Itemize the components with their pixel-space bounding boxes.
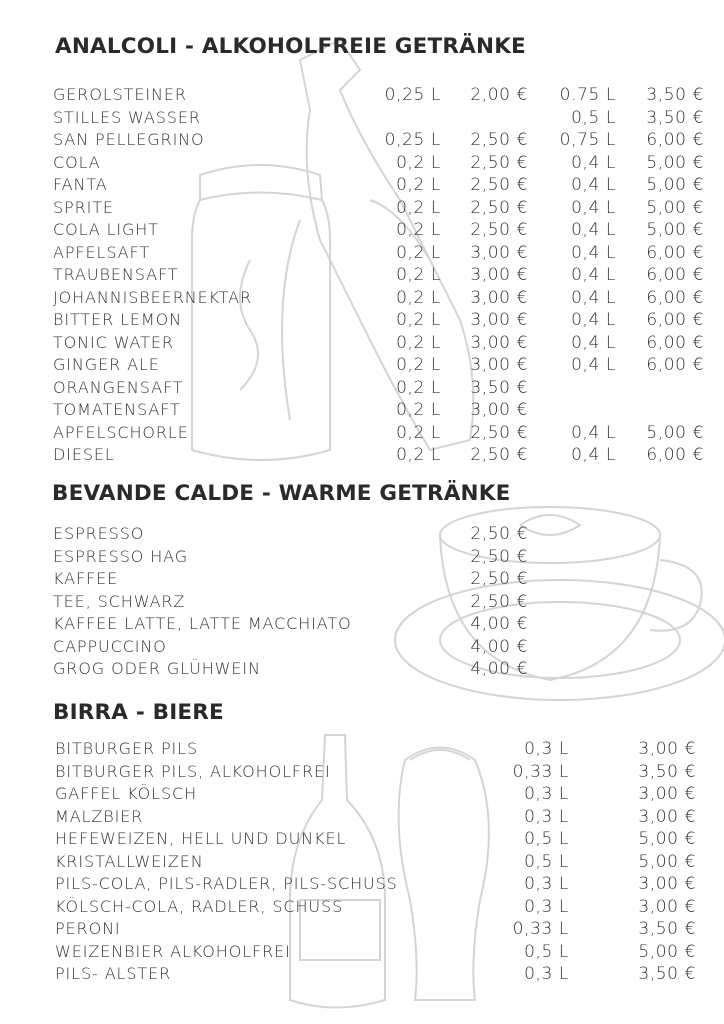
menu-item	[0, 152, 724, 175]
menu-item	[0, 242, 724, 265]
item-volume-small: 0,2 L	[396, 242, 441, 263]
item-volume: 0,3 L	[524, 739, 569, 759]
menu-item	[0, 828, 724, 851]
item-price-small: 2,00 €	[470, 85, 528, 105]
item-name: BITBURGER PILS	[55, 739, 199, 758]
item-volume-small: 0,2 L	[396, 377, 441, 398]
warm-drinks-list	[0, 523, 724, 681]
item-name: DIESEL	[53, 445, 115, 464]
item-volume-large: 0,4 L	[571, 287, 616, 308]
menu-item	[0, 546, 724, 569]
menu-item	[0, 658, 724, 681]
item-volume-small: 0,2 L	[396, 355, 441, 375]
item-price: 2,50 €	[470, 569, 528, 589]
item-name: SAN PELLEGRINO	[53, 130, 205, 149]
item-name: BITTER LEMON	[53, 310, 182, 329]
item-volume: 0,33 L	[512, 919, 569, 939]
menu-item	[0, 219, 724, 242]
item-price: 5,00 €	[638, 941, 696, 962]
item-name: ESPRESSO	[53, 524, 145, 543]
item-name: APFELSAFT	[53, 242, 151, 262]
item-volume-large: 0,4 L	[571, 175, 616, 195]
item-price-small: 2,50 €	[470, 152, 528, 173]
item-name: FANTA	[53, 175, 108, 194]
item-name: KÖLSCH-COLA, RADLER, SCHUSS	[55, 896, 344, 916]
item-price-small: 2,50 €	[470, 220, 528, 240]
item-volume-small: 0,2 L	[396, 220, 441, 240]
item-price: 3,00 €	[638, 874, 696, 894]
item-price: 4,00 €	[470, 636, 528, 657]
item-name: TRAUBENSAFT	[53, 265, 179, 284]
menu-item	[0, 84, 724, 107]
beer-list	[0, 738, 724, 986]
item-price-small: 3,00 €	[470, 242, 528, 263]
item-name: HEFEWEIZEN, HELL UND DUNKEL	[55, 829, 347, 848]
menu-item	[0, 174, 724, 197]
item-volume-small: 0,2 L	[396, 197, 441, 218]
item-name: KAFFEE LATTE, LATTE MACCHIATO	[53, 614, 352, 633]
menu-item	[0, 377, 724, 400]
item-volume-small: 0,25 L	[384, 130, 441, 150]
item-price: 5,00 €	[638, 829, 696, 849]
menu-item	[0, 591, 724, 614]
item-name: GINGER ALE	[53, 355, 160, 374]
item-price-small: 2,50 €	[470, 445, 528, 465]
menu-item	[0, 896, 724, 919]
item-name: TONIC WATER	[53, 332, 174, 352]
item-price-small: 3,00 €	[470, 310, 528, 330]
item-volume-large: 0,75 L	[559, 130, 616, 150]
item-price-large: 6,00 €	[646, 287, 704, 308]
item-name: TEE, SCHWARZ	[53, 591, 186, 611]
item-name: ORANGENSAFT	[53, 377, 184, 397]
item-price-large: 6,00 €	[646, 332, 704, 353]
menu-item	[0, 129, 724, 152]
item-price: 3,50 €	[638, 919, 696, 939]
item-price-small: 2,50 €	[470, 197, 528, 218]
menu-item	[0, 636, 724, 659]
section-title: BEVANDE CALDE - WARME GETRÄNKE	[52, 481, 511, 506]
menu-item	[0, 287, 724, 310]
menu-item	[0, 783, 724, 806]
item-price: 2,50 €	[470, 546, 528, 567]
item-price: 3,50 €	[638, 761, 696, 782]
item-name: APFELSCHORLE	[53, 422, 189, 442]
item-price-large: 6,00 €	[646, 355, 704, 375]
item-volume-small: 0,2 L	[396, 310, 441, 330]
menu-item	[0, 444, 724, 467]
item-price-large: 6,00 €	[646, 242, 704, 263]
item-price-large: 6,00 €	[646, 310, 704, 330]
item-name: COLA	[53, 152, 101, 172]
item-volume-large: 0,4 L	[571, 152, 616, 173]
menu-item	[0, 918, 724, 941]
item-price-small: 3,50 €	[470, 377, 528, 398]
item-name: PERONI	[55, 919, 121, 938]
item-price-small: 3,00 €	[470, 400, 528, 420]
item-price: 5,00 €	[638, 851, 696, 872]
item-price-small: 3,00 €	[470, 332, 528, 353]
item-name: JOHANNISBEERNEKTAR	[53, 287, 253, 307]
item-price: 2,50 €	[470, 591, 528, 612]
item-volume-large: 0,4 L	[571, 197, 616, 218]
item-volume-large: 0,4 L	[571, 355, 616, 375]
item-price-large: 6,00 €	[646, 130, 704, 150]
item-volume-large: 0,4 L	[571, 265, 616, 285]
menu-item	[0, 354, 724, 377]
item-name: GROG ODER GLÜHWEIN	[53, 659, 261, 678]
item-price-large: 3,50 €	[646, 85, 704, 105]
item-price: 4,00 €	[470, 659, 528, 679]
item-volume: 0,5 L	[524, 851, 569, 872]
item-price-large: 5,00 €	[646, 175, 704, 195]
item-price: 2,50 €	[470, 524, 528, 544]
menu-item	[0, 963, 724, 986]
item-price: 4,00 €	[470, 614, 528, 634]
menu-item	[0, 761, 724, 784]
item-volume-large: 0,4 L	[571, 445, 616, 465]
item-price-small: 2,50 €	[470, 422, 528, 443]
section-title: BIRRA - BIERE	[53, 700, 224, 725]
item-price-large: 5,00 €	[646, 152, 704, 173]
item-price-large: 6,00 €	[646, 445, 704, 465]
item-name: GEROLSTEINER	[53, 85, 187, 104]
menu-item	[0, 738, 724, 761]
item-volume-small: 0,2 L	[396, 400, 441, 420]
item-price: 3,50 €	[638, 964, 696, 984]
item-volume: 0,3 L	[524, 806, 569, 827]
item-name: STILLES WASSER	[53, 107, 201, 127]
item-volume-large: 0.75 L	[559, 85, 616, 105]
item-name: ESPRESSO HAG	[53, 546, 189, 566]
item-volume: 0,33 L	[512, 761, 569, 782]
item-volume-large: 0,4 L	[571, 220, 616, 240]
menu-item	[0, 523, 724, 546]
item-volume-large: 0,4 L	[571, 242, 616, 263]
item-volume: 0,3 L	[524, 784, 569, 804]
item-price-large: 5,00 €	[646, 422, 704, 443]
item-volume: 0,3 L	[524, 964, 569, 984]
menu-item	[0, 332, 724, 355]
menu-item	[0, 264, 724, 287]
item-name: WEIZENBIER ALKOHOLFREI	[55, 941, 291, 961]
item-volume: 0,3 L	[524, 896, 569, 917]
menu-item	[0, 197, 724, 220]
menu-item	[0, 568, 724, 591]
item-price-small: 3,00 €	[470, 265, 528, 285]
item-price: 3,00 €	[638, 784, 696, 804]
item-price: 3,00 €	[638, 739, 696, 759]
item-name: BITBURGER PILS, ALKOHOLFREI	[55, 761, 331, 781]
item-volume-small: 0,2 L	[396, 152, 441, 173]
item-volume-small: 0,25 L	[384, 85, 441, 105]
item-volume: 0,5 L	[524, 941, 569, 962]
item-price-small: 3,00 €	[470, 287, 528, 308]
menu-item	[0, 873, 724, 896]
item-volume: 0,3 L	[524, 874, 569, 894]
item-name: KRISTALLWEIZEN	[55, 851, 204, 871]
item-price: 3,00 €	[638, 806, 696, 827]
item-price-large: 6,00 €	[646, 265, 704, 285]
item-price-large: 5,00 €	[646, 197, 704, 218]
menu-item	[0, 613, 724, 636]
item-name: PILS-COLA, PILS-RADLER, PILS-SCHUSS	[55, 874, 398, 893]
item-volume: 0,5 L	[524, 829, 569, 849]
section-title: ANALCOLI - ALKOHOLFREIE GETRÄNKE	[55, 34, 526, 59]
menu-item	[0, 399, 724, 422]
menu-item	[0, 309, 724, 332]
item-name: GAFFEL KÖLSCH	[55, 784, 198, 803]
item-volume-large: 0,5 L	[571, 107, 616, 128]
item-name: MALZBIER	[55, 806, 144, 826]
item-volume-large: 0,4 L	[571, 332, 616, 353]
item-name: COLA LIGHT	[53, 220, 159, 239]
menu-item	[0, 422, 724, 445]
item-price-small: 2,50 €	[470, 175, 528, 195]
item-volume-small: 0,2 L	[396, 332, 441, 353]
item-name: CAPPUCCINO	[53, 636, 167, 656]
item-price-large: 3,50 €	[646, 107, 704, 128]
menu-item	[0, 107, 724, 130]
item-price-large: 5,00 €	[646, 220, 704, 240]
item-volume-large: 0,4 L	[571, 422, 616, 443]
menu-item	[0, 806, 724, 829]
menu-item	[0, 851, 724, 874]
soft-drinks-list	[0, 84, 724, 467]
item-price-small: 2,50 €	[470, 130, 528, 150]
item-name: TOMATENSAFT	[53, 400, 181, 419]
item-volume-small: 0,2 L	[396, 265, 441, 285]
item-volume-small: 0,2 L	[396, 445, 441, 465]
item-price: 3,00 €	[638, 896, 696, 917]
item-price-small: 3,00 €	[470, 355, 528, 375]
item-volume-large: 0,4 L	[571, 310, 616, 330]
item-volume-small: 0,2 L	[396, 422, 441, 443]
menu-item	[0, 941, 724, 964]
item-volume-small: 0,2 L	[396, 287, 441, 308]
item-name: PILS- ALSTER	[55, 964, 172, 983]
item-name: SPRITE	[53, 197, 114, 217]
item-name: KAFFEE	[53, 569, 119, 588]
item-volume-small: 0,2 L	[396, 175, 441, 195]
